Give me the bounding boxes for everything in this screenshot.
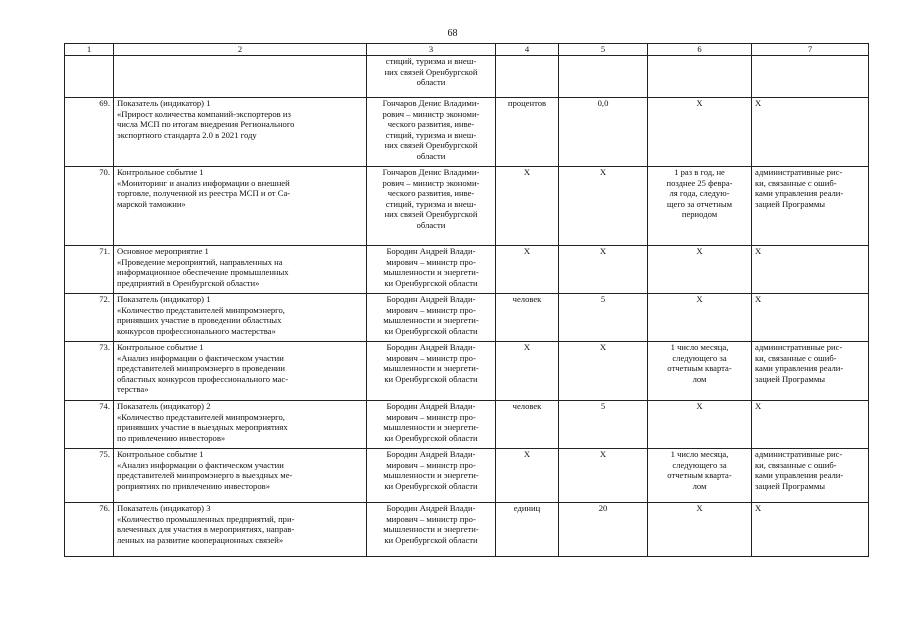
indicator-value: 5 xyxy=(559,294,648,342)
responsible-person-line: стиций, туризма и внеш- xyxy=(385,198,477,209)
completion-term-line: X xyxy=(696,294,703,304)
risk-description xyxy=(752,56,869,98)
column-number-2: 2 xyxy=(114,44,367,56)
indicator-value: 0,0 xyxy=(559,98,648,167)
responsible-person-line: мирович – министр про- xyxy=(386,513,476,524)
responsible-person-line: мирович – министр про- xyxy=(386,411,476,422)
item-name-line: Контрольное событие 1 xyxy=(117,342,204,352)
table-row xyxy=(65,401,869,449)
table-row xyxy=(65,294,869,342)
item-name xyxy=(114,294,367,342)
item-name-line: представителей минпромэнерго в выездных ме- xyxy=(117,470,293,481)
responsible-person-line: мирович – министр про- xyxy=(386,256,476,267)
table-row xyxy=(65,167,869,246)
completion-term xyxy=(648,503,752,557)
unit-of-measure xyxy=(496,56,559,98)
responsible-person-line: мышленности и энергети- xyxy=(383,363,479,374)
responsible-person xyxy=(367,503,496,557)
item-name xyxy=(114,167,367,246)
item-name xyxy=(114,56,367,98)
responsible-person-line: стиций, туризма и внеш- xyxy=(385,129,477,140)
responsible-person-line: стиций, туризма и внеш- xyxy=(385,56,477,66)
responsible-person xyxy=(367,167,496,246)
responsible-person-line: мышленности и энергети- xyxy=(383,470,479,481)
completion-term-line: X xyxy=(696,503,703,513)
item-name-line: марской таможни» xyxy=(117,198,186,209)
column-number-6: 6 xyxy=(648,44,752,56)
item-name xyxy=(114,98,367,167)
risk-description xyxy=(752,98,869,167)
indicator-value xyxy=(559,56,648,98)
unit-of-measure: X xyxy=(496,449,559,503)
unit-of-measure: человек xyxy=(496,294,559,342)
completion-term xyxy=(648,401,752,449)
responsible-person-line: области xyxy=(416,77,446,88)
risk-description-line: административные рис- xyxy=(755,167,843,177)
responsible-person-line: Бородин Андрей Влади- xyxy=(386,401,476,411)
completion-term xyxy=(648,449,752,503)
item-name-line: Показатель (индикатор) 2 xyxy=(117,401,211,411)
responsible-person xyxy=(367,98,496,167)
responsible-person-line: мышленности и энергети- xyxy=(383,267,479,278)
risk-description xyxy=(752,503,869,557)
responsible-person-line: рович – министр экономи- xyxy=(382,108,480,119)
table-row xyxy=(65,449,869,503)
item-name-line: «Анализ информации о фактическом участии xyxy=(117,459,284,470)
unit-of-measure: человек xyxy=(496,401,559,449)
completion-term-line: щего за отчетным xyxy=(666,198,733,209)
responsible-person-line: области xyxy=(416,219,446,230)
item-name-line: экспортного стандарта 2.0 в 2021 году xyxy=(117,129,257,140)
risk-description-line: зацией Программы xyxy=(755,198,826,209)
table-row xyxy=(65,342,869,401)
completion-term-line: X xyxy=(696,246,703,256)
item-name-line: роприятиях по привлечению инвесторов» xyxy=(117,480,271,491)
indicator-value: X xyxy=(559,342,648,401)
table-row xyxy=(65,503,869,557)
risk-description-line: X xyxy=(755,98,762,108)
item-name-line: «Проведение мероприятий, направленных на xyxy=(117,256,283,267)
responsible-person-line: ческого развития, инве- xyxy=(387,119,475,130)
responsible-person-line: мышленности и энергети- xyxy=(383,422,479,433)
risk-description-line: административные рис- xyxy=(755,342,843,352)
completion-term-line: 1 число месяца, xyxy=(670,449,729,459)
indicator-value: 20 xyxy=(559,503,648,557)
responsible-person-line: Гончаров Денис Владими- xyxy=(382,167,480,177)
indicator-value: X xyxy=(559,167,648,246)
completion-term-line: X xyxy=(696,401,703,411)
risk-description-line: ки, связанные с ошиб- xyxy=(755,459,837,470)
responsible-person xyxy=(367,342,496,401)
completion-term-line: периодом xyxy=(681,209,718,220)
item-name-line: «Прирост количества компаний-экспортеров из xyxy=(117,108,291,119)
row-number: 72. xyxy=(65,294,114,342)
item-name-line: информационное обеспечение промышленных xyxy=(117,267,289,278)
responsible-person-line: Бородин Андрей Влади- xyxy=(386,503,476,513)
completion-term-line: 1 число месяца, xyxy=(670,342,729,352)
responsible-person-line: Бородин Андрей Влади- xyxy=(386,246,476,256)
completion-term-line: следующего за xyxy=(672,459,727,470)
item-name-line: принявших участие в выездных мероприятиях xyxy=(117,422,288,433)
responsible-person-line: ки Оренбургской области xyxy=(384,432,478,443)
responsible-person-line: мирович – министр про- xyxy=(386,459,476,470)
completion-term xyxy=(648,167,752,246)
item-name xyxy=(114,401,367,449)
risk-description xyxy=(752,401,869,449)
item-name-line: принявших участие в проведении областных xyxy=(117,315,282,326)
item-name-line: представителей минпромэнерго в проведении xyxy=(117,363,285,374)
responsible-person-line: рович – министр экономи- xyxy=(382,177,480,188)
column-number-7: 7 xyxy=(752,44,869,56)
item-name-line: влеченных для участия в мероприятиях, направ- xyxy=(117,524,295,535)
table-header xyxy=(65,44,869,56)
completion-term xyxy=(648,98,752,167)
responsible-person-line: мышленности и энергети- xyxy=(383,524,479,535)
responsible-person-line: мышленности и энергети- xyxy=(383,315,479,326)
item-name-line: Показатель (индикатор) 3 xyxy=(117,503,211,513)
item-name-line: областных конкурсов профессионального мас- xyxy=(117,373,289,384)
responsible-person xyxy=(367,56,496,98)
responsible-person xyxy=(367,401,496,449)
indicator-value: X xyxy=(559,449,648,503)
row-number: 74. xyxy=(65,401,114,449)
responsible-person xyxy=(367,449,496,503)
item-name xyxy=(114,503,367,557)
column-number-3: 3 xyxy=(367,44,496,56)
risk-description-line: X xyxy=(755,294,762,304)
responsible-person-line: ки Оренбургской области xyxy=(384,373,478,384)
item-name xyxy=(114,449,367,503)
responsible-person-line: них связей Оренбургской xyxy=(384,209,478,220)
responsible-person-line: ки Оренбургской области xyxy=(384,480,478,491)
indicator-value: X xyxy=(559,246,648,294)
column-number-5: 5 xyxy=(559,44,648,56)
risk-description-line: ками управления реали- xyxy=(755,470,844,481)
row-number: 71. xyxy=(65,246,114,294)
table-row xyxy=(65,98,869,167)
item-name-line: Показатель (индикатор) 1 xyxy=(117,98,211,108)
item-name-line: Основное мероприятие 1 xyxy=(117,246,209,256)
page-number: 68 xyxy=(447,28,458,39)
risk-description xyxy=(752,449,869,503)
item-name-line: Показатель (индикатор) 1 xyxy=(117,294,211,304)
responsible-person xyxy=(367,246,496,294)
row-number: 69. xyxy=(65,98,114,167)
row-number xyxy=(65,56,114,98)
responsible-person-line: ки Оренбургской области xyxy=(384,534,478,545)
item-name-line: «Анализ информации о фактическом участии xyxy=(117,352,284,363)
item-name-line: предприятий в Оренбургской области» xyxy=(117,277,260,288)
risk-description xyxy=(752,294,869,342)
risk-description-line: административные рис- xyxy=(755,449,843,459)
table-body xyxy=(65,56,869,557)
item-name-line: по привлечению инвесторов» xyxy=(117,432,226,443)
program-table xyxy=(64,43,869,557)
row-number: 73. xyxy=(65,342,114,401)
responsible-person-line: области xyxy=(416,150,446,161)
responsible-person-line: Бородин Андрей Влади- xyxy=(386,449,476,459)
risk-description-line: ками управления реали- xyxy=(755,363,844,374)
responsible-person-line: ки Оренбургской области xyxy=(384,325,478,336)
item-name-line: «Мониторинг и анализ информации о внешней xyxy=(117,177,290,188)
header-row xyxy=(65,44,869,56)
responsible-person-line: мирович – министр про- xyxy=(386,304,476,315)
item-name-line: «Количество представителей минпромэнерго, xyxy=(117,411,285,422)
item-name-line: торговле, полученной из реестра МСП и от Са- xyxy=(117,188,291,199)
completion-term-line: X xyxy=(696,98,703,108)
completion-term xyxy=(648,342,752,401)
row-number: 75. xyxy=(65,449,114,503)
completion-term-line: ля года, следую- xyxy=(669,188,730,199)
item-name-line: Контрольное событие 1 xyxy=(117,449,204,459)
unit-of-measure: X xyxy=(496,246,559,294)
responsible-person-line: ческого развития, инве- xyxy=(387,188,475,199)
responsible-person-line: Бородин Андрей Влади- xyxy=(386,342,476,352)
item-name-line: Контрольное событие 1 xyxy=(117,167,204,177)
item-name xyxy=(114,342,367,401)
responsible-person-line: них связей Оренбургской xyxy=(384,66,478,77)
completion-term-line: отчетным кварта- xyxy=(667,363,732,374)
responsible-person xyxy=(367,294,496,342)
row-number: 70. xyxy=(65,167,114,246)
responsible-person-line: ки Оренбургской области xyxy=(384,277,478,288)
risk-description-line: зацией Программы xyxy=(755,480,826,491)
item-name-line: «Количество представителей минпромэнерго, xyxy=(117,304,285,315)
unit-of-measure: процентов xyxy=(496,98,559,167)
risk-description-line: X xyxy=(755,503,762,513)
completion-term-line: 1 раз в год, не xyxy=(674,167,725,177)
responsible-person-line: них связей Оренбургской xyxy=(384,140,478,151)
item-name xyxy=(114,246,367,294)
risk-description-line: ки, связанные с ошиб- xyxy=(755,352,837,363)
completion-term-line: следующего за xyxy=(672,352,727,363)
completion-term-line: позднее 25 февра- xyxy=(666,177,733,188)
item-name-line: числа МСП по итогам внедрения Регионального xyxy=(117,119,295,130)
table-row xyxy=(65,56,869,98)
responsible-person-line: Гончаров Денис Владими- xyxy=(382,98,480,108)
risk-description-line: X xyxy=(755,401,762,411)
responsible-person-line: Бородин Андрей Влади- xyxy=(386,294,476,304)
indicator-value: 5 xyxy=(559,401,648,449)
risk-description-line: зацией Программы xyxy=(755,373,826,384)
column-number-1: 1 xyxy=(65,44,114,56)
completion-term xyxy=(648,246,752,294)
unit-of-measure: X xyxy=(496,342,559,401)
row-number: 76. xyxy=(65,503,114,557)
completion-term-line: отчетным кварта- xyxy=(667,470,732,481)
unit-of-measure: единиц xyxy=(496,503,559,557)
unit-of-measure: X xyxy=(496,167,559,246)
risk-description-line: X xyxy=(755,246,762,256)
risk-description xyxy=(752,167,869,246)
column-number-4: 4 xyxy=(496,44,559,56)
completion-term xyxy=(648,294,752,342)
completion-term-line: лом xyxy=(692,480,707,491)
risk-description-line: ками управления реали- xyxy=(755,188,844,199)
item-name-line: конкурсов профессионального мастерства» xyxy=(117,325,276,336)
responsible-person-line: мирович – министр про- xyxy=(386,352,476,363)
completion-term-line: лом xyxy=(692,373,707,384)
risk-description-line: ки, связанные с ошиб- xyxy=(755,177,837,188)
completion-term xyxy=(648,56,752,98)
risk-description xyxy=(752,342,869,401)
risk-description xyxy=(752,246,869,294)
item-name-line: «Количество промышленных предприятий, при- xyxy=(117,513,295,524)
item-name-line: терства» xyxy=(117,384,149,395)
item-name-line: ленных на развитие кооперационных связей» xyxy=(117,534,284,545)
table-row xyxy=(65,246,869,294)
